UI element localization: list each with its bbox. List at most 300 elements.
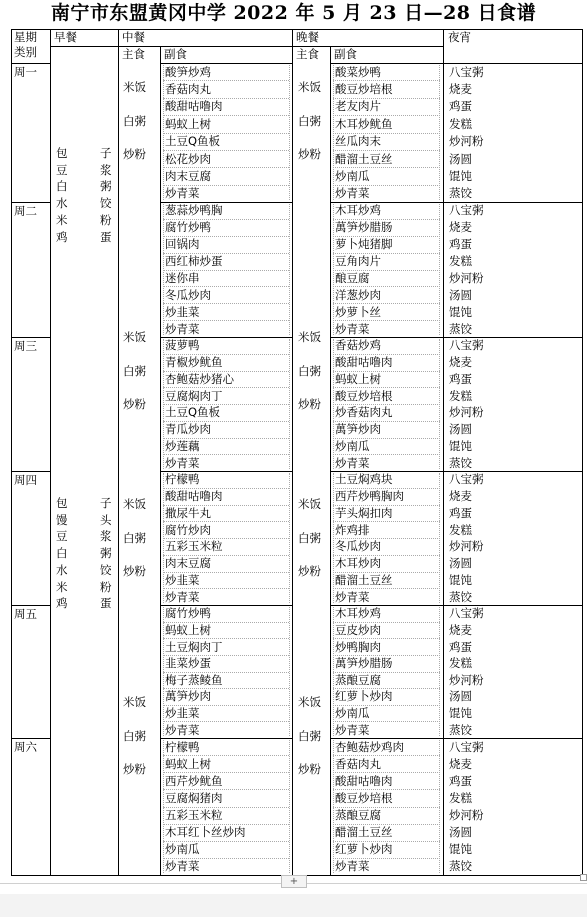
lunch-dish: 韭菜炒蛋 <box>165 656 211 671</box>
lunch-dish: 豆腐焖肉丁 <box>165 388 223 403</box>
night-snack: 炒河粉 <box>449 405 484 420</box>
cell-guide <box>163 303 289 304</box>
table-rule <box>50 46 118 47</box>
cell-guide <box>333 253 440 254</box>
dinner-staple: 米饭 <box>298 695 321 709</box>
lunch-dish: 炒莲藕 <box>165 438 200 453</box>
cell-guide <box>333 80 440 81</box>
day-label: 周六 <box>14 740 37 754</box>
night-snack: 鸡蛋 <box>449 237 472 252</box>
dinner-dish: 酸豆炒培根 <box>335 388 393 403</box>
lunch-dish: 回锅肉 <box>165 237 200 252</box>
breakfast-item: 饺 <box>100 562 112 577</box>
lunch-dish: 蚂蚁上树 <box>165 756 211 771</box>
lunch-staple: 白粥 <box>123 363 146 378</box>
cell-guide <box>439 65 440 200</box>
lunch-dish: 杏鲍菇炒猪心 <box>165 371 234 386</box>
cell-guide <box>163 404 289 405</box>
cell-guide <box>333 150 440 151</box>
lunch-dish: 青椒炒鱿鱼 <box>165 355 223 370</box>
cell-guide <box>163 150 289 151</box>
lunch-staple: 米饭 <box>123 695 146 709</box>
cell-guide <box>333 454 440 455</box>
breakfast-item: 白 <box>56 546 68 561</box>
header-dinner-staple: 主食 <box>296 47 319 61</box>
lunch-dish: 西红柿炒蛋 <box>165 254 223 269</box>
cell-guide <box>333 354 440 355</box>
night-snack: 馄饨 <box>449 438 472 453</box>
lunch-dish: 腐竹炒鸭 <box>165 220 211 235</box>
day-label: 周一 <box>14 65 37 79</box>
cell-guide <box>333 505 440 506</box>
lunch-staple: 米饭 <box>123 497 146 511</box>
day-label: 周三 <box>14 339 37 353</box>
dinner-dish: 木耳炒鸡 <box>335 606 381 621</box>
lunch-dish: 青瓜炒肉 <box>165 422 211 437</box>
dinner-dish: 香菇炒鸡 <box>335 338 381 353</box>
dinner-dish: 豆角肉片 <box>335 254 381 269</box>
dinner-dish: 萬笋炒腊肠 <box>335 220 393 235</box>
dinner-staple: 白粥 <box>298 530 321 545</box>
lunch-dish: 蚂蚁上树 <box>165 116 211 131</box>
breakfast-item: 浆 <box>100 162 112 177</box>
dinner-staple: 白粥 <box>298 728 321 743</box>
night-snack: 炒河粉 <box>449 539 484 554</box>
dinner-dish: 炒青菜 <box>335 455 370 470</box>
breakfast-item: 米 <box>56 579 68 594</box>
cell-guide <box>333 236 440 237</box>
dinner-dish: 酸菜炒鸭 <box>335 64 381 79</box>
lunch-dish: 炒青菜 <box>165 589 200 604</box>
cell-guide <box>163 841 289 842</box>
dinner-dish: 炒南瓜 <box>335 438 370 453</box>
lunch-dish: 腐竹炒鸭 <box>165 606 211 621</box>
lunch-dish: 炒青菜 <box>165 722 200 737</box>
lunch-staple: 炒粉 <box>123 397 146 411</box>
cell-guide <box>163 521 289 522</box>
day-separator <box>11 605 50 606</box>
cell-guide <box>333 772 440 773</box>
cell-guide <box>333 622 440 623</box>
cell-guide <box>163 672 289 673</box>
dinner-dish: 芋头焖扣肉 <box>335 505 393 520</box>
table-rule <box>50 29 51 875</box>
lunch-dish: 酸甜咕噜肉 <box>165 99 223 114</box>
cell-guide <box>333 789 440 790</box>
lunch-staple: 白粥 <box>123 728 146 743</box>
header-week: 星期 <box>14 30 37 44</box>
night-snack: 鸡蛋 <box>449 99 472 114</box>
dinner-dish: 丝瓜肉末 <box>335 134 381 149</box>
cell-guide <box>439 204 440 335</box>
cell-guide <box>163 387 289 388</box>
breakfast-item: 粥 <box>100 179 112 194</box>
lunch-dish: 香菇肉丸 <box>165 82 211 97</box>
lunch-dish: 酸笋炒鸡 <box>165 64 211 79</box>
cell-guide <box>333 65 334 200</box>
lunch-staple: 白粥 <box>123 530 146 545</box>
header-dinner-side: 副食 <box>334 47 357 61</box>
night-snack: 烧麦 <box>449 220 472 235</box>
header-dinner: 晚餐 <box>296 30 319 44</box>
header-breakfast: 早餐 <box>54 30 77 44</box>
lunch-dish: 炒青菜 <box>165 321 200 336</box>
breakfast-item: 水 <box>56 196 68 211</box>
cell-guide <box>163 270 289 271</box>
dinner-dish: 炒青菜 <box>335 186 370 201</box>
cell-guide <box>333 185 440 186</box>
lunch-dish: 炒青菜 <box>165 186 200 201</box>
cell-guide <box>163 421 289 422</box>
cell-guide <box>333 339 334 469</box>
cell-guide <box>163 354 289 355</box>
dinner-staple: 白粥 <box>298 363 321 378</box>
cell-guide <box>333 521 440 522</box>
cell-guide <box>333 721 440 722</box>
cell-guide <box>333 167 440 168</box>
dinner-staple: 炒粉 <box>298 762 321 776</box>
cell-guide <box>163 555 289 556</box>
lunch-staple: 炒粉 <box>123 564 146 578</box>
cell-guide <box>163 572 289 573</box>
cell-guide <box>163 638 289 639</box>
dinner-staple: 米饭 <box>298 497 321 511</box>
dinner-dish: 炒鸭胸肉 <box>335 639 381 654</box>
night-snack: 汤圆 <box>449 689 472 704</box>
cell-guide <box>163 80 289 81</box>
day-label: 周二 <box>14 204 37 218</box>
dinner-staple: 白粥 <box>298 113 321 128</box>
breakfast-item: 豆 <box>56 162 68 177</box>
cell-guide <box>163 655 289 656</box>
cell-guide <box>163 133 289 134</box>
night-snack: 蒸饺 <box>449 455 472 470</box>
day-label: 周四 <box>14 473 37 487</box>
night-snack: 烧麦 <box>449 355 472 370</box>
dinner-dish: 萬笋炒腊肠 <box>335 656 393 671</box>
cell-guide <box>163 286 289 287</box>
night-snack: 八宝粥 <box>449 472 484 487</box>
lunch-staple: 炒粉 <box>123 762 146 776</box>
night-snack: 八宝粥 <box>449 606 484 621</box>
cell-guide <box>439 339 440 469</box>
cell-guide <box>163 538 289 539</box>
night-snack: 蒸饺 <box>449 722 472 737</box>
dinner-dish: 炒青菜 <box>335 321 370 336</box>
cell-guide <box>163 772 289 773</box>
header-category: 类别 <box>14 45 37 59</box>
cell-guide <box>163 253 289 254</box>
cell-guide <box>333 807 440 808</box>
dinner-staple: 炒粉 <box>298 564 321 578</box>
breakfast-item: 包 <box>56 146 68 160</box>
breakfast-item: 白 <box>56 179 68 194</box>
cell-guide <box>163 438 289 439</box>
night-snack: 发糕 <box>449 790 472 805</box>
cell-guide <box>333 421 440 422</box>
night-snack: 馄饨 <box>449 572 472 587</box>
cell-guide <box>333 672 440 673</box>
table-rule <box>582 29 583 875</box>
cell-guide <box>333 824 440 825</box>
cell-guide <box>333 588 440 589</box>
cell-guide <box>333 404 440 405</box>
cell-guide <box>163 65 164 200</box>
cell-guide <box>439 473 440 603</box>
cell-guide <box>289 204 290 335</box>
dinner-dish: 炒香菇肉丸 <box>335 405 393 420</box>
night-snack: 八宝粥 <box>449 739 484 754</box>
lunch-staple: 米饭 <box>123 80 146 94</box>
lunch-staple: 米饭 <box>123 330 146 344</box>
cell-guide <box>163 204 164 335</box>
dinner-dish: 木耳炒鱿鱼 <box>335 116 393 131</box>
dinner-dish: 西芹炒鸭胸肉 <box>335 489 404 504</box>
cell-guide <box>333 303 440 304</box>
table-rule <box>11 63 50 64</box>
night-snack: 蒸饺 <box>449 859 472 874</box>
cell-guide <box>289 607 290 736</box>
cell-guide <box>163 705 289 706</box>
dinner-dish: 醋溜土豆丝 <box>335 825 393 840</box>
dinner-dish: 蒸酿豆腐 <box>335 808 381 823</box>
breakfast-item: 子 <box>100 496 112 510</box>
breakfast-item: 粉 <box>100 579 112 594</box>
night-snack: 烧麦 <box>449 622 472 637</box>
lunch-dish: 炒青菜 <box>165 455 200 470</box>
cell-guide <box>163 721 289 722</box>
night-snack: 炒河粉 <box>449 808 484 823</box>
dinner-dish: 洋葱炒肉 <box>335 287 381 302</box>
night-snack: 八宝粥 <box>449 203 484 218</box>
lunch-dish: 炒南瓜 <box>165 842 200 857</box>
lunch-dish: 肉末豆腐 <box>165 556 211 571</box>
dinner-dish: 红萝卜炒肉 <box>335 842 393 857</box>
night-snack: 烧麦 <box>449 489 472 504</box>
day-separator <box>11 202 50 203</box>
header-lunch: 中餐 <box>122 30 145 44</box>
cell-guide <box>333 387 440 388</box>
night-snack: 发糕 <box>449 388 472 403</box>
lunch-dish: 炒韭菜 <box>165 572 200 587</box>
dinner-staple: 炒粉 <box>298 397 321 411</box>
breakfast-item: 鸡 <box>56 596 68 611</box>
cell-guide <box>333 320 440 321</box>
cell-guide <box>333 555 440 556</box>
dinner-dish: 豆皮炒肉 <box>335 622 381 637</box>
cell-guide <box>289 740 290 873</box>
dinner-dish: 炒南瓜 <box>335 706 370 721</box>
night-snack: 发糕 <box>449 254 472 269</box>
lunch-dish: 腐竹炒肉 <box>165 522 211 537</box>
day-label: 周五 <box>14 607 37 621</box>
cell-guide <box>163 167 289 168</box>
cell-guide <box>163 115 289 116</box>
cell-guide <box>333 371 440 372</box>
day-separator <box>11 738 50 739</box>
night-snack: 汤圆 <box>449 287 472 302</box>
dinner-dish: 杏鲍菇炒鸡肉 <box>335 739 404 754</box>
dinner-dish: 萬笋炒肉 <box>335 422 381 437</box>
cell-guide <box>163 858 289 859</box>
dinner-staple: 米饭 <box>298 330 321 344</box>
dinner-staple: 米饭 <box>298 80 321 94</box>
lunch-dish: 木耳红卜丝炒肉 <box>165 825 246 840</box>
cell-guide <box>163 98 289 99</box>
night-snack: 汤圆 <box>449 151 472 166</box>
night-snack: 汤圆 <box>449 556 472 571</box>
breakfast-item: 鸡 <box>56 229 68 244</box>
cell-guide <box>333 286 440 287</box>
night-snack: 鸡蛋 <box>449 505 472 520</box>
dinner-dish: 醋溜土豆丝 <box>335 151 393 166</box>
breakfast-item: 包 <box>56 496 68 510</box>
breakfast-item: 豆 <box>56 529 68 544</box>
dinner-dish: 酸甜咕噜肉 <box>335 355 393 370</box>
lunch-staple: 炒粉 <box>123 147 146 161</box>
dinner-dish: 土豆焖鸡块 <box>335 472 393 487</box>
cell-guide <box>333 638 440 639</box>
cell-guide <box>163 807 289 808</box>
dinner-dish: 蚂蚁上树 <box>335 371 381 386</box>
cell-guide <box>333 133 440 134</box>
cell-guide <box>163 824 289 825</box>
lunch-dish: 炒青菜 <box>165 859 200 874</box>
night-snack: 汤圆 <box>449 422 472 437</box>
cell-guide <box>333 270 440 271</box>
breakfast-item: 子 <box>100 146 112 160</box>
cell-guide <box>163 588 289 589</box>
night-snack: 八宝粥 <box>449 64 484 79</box>
cell-guide <box>163 789 289 790</box>
night-snack: 馄饨 <box>449 842 472 857</box>
cell-guide <box>333 438 440 439</box>
dinner-dish: 炒南瓜 <box>335 168 370 183</box>
dinner-dish: 醋溜土豆丝 <box>335 572 393 587</box>
lunch-dish: 五彩玉米粒 <box>165 539 223 554</box>
breakfast-item: 水 <box>56 562 68 577</box>
lunch-dish: 萬笋炒肉 <box>165 689 211 704</box>
lunch-dish: 撒尿牛丸 <box>165 505 211 520</box>
dinner-dish: 木耳炒肉 <box>335 556 381 571</box>
cell-guide <box>333 841 440 842</box>
cell-guide <box>333 740 334 873</box>
night-snack: 馄饨 <box>449 304 472 319</box>
lunch-dish: 酸甜咕噜肉 <box>165 489 223 504</box>
lunch-dish: 土豆Q鱼板 <box>165 134 221 149</box>
lunch-dish: 蚂蚁上树 <box>165 622 211 637</box>
lunch-dish: 西芹炒鱿鱼 <box>165 773 223 788</box>
cell-guide <box>163 185 289 186</box>
night-snack: 发糕 <box>449 116 472 131</box>
dinner-dish: 炒青菜 <box>335 722 370 737</box>
cell-guide <box>163 454 289 455</box>
cell-guide <box>163 622 289 623</box>
header-lunch-staple: 主食 <box>122 47 145 61</box>
lunch-dish: 菠萝鸭 <box>165 338 200 353</box>
night-snack: 馄饨 <box>449 168 472 183</box>
dinner-dish: 香菇肉丸 <box>335 756 381 771</box>
cell-guide <box>333 98 440 99</box>
night-snack: 馄饨 <box>449 706 472 721</box>
cell-guide <box>333 688 440 689</box>
cell-guide <box>333 705 440 706</box>
cell-guide <box>163 740 164 873</box>
lunch-dish: 梅子蒸鲮鱼 <box>165 672 223 687</box>
cell-guide <box>333 488 440 489</box>
breakfast-item: 浆 <box>100 529 112 544</box>
cell-guide <box>163 488 289 489</box>
cell-guide <box>163 371 289 372</box>
breakfast-item: 粥 <box>100 546 112 561</box>
lunch-dish: 炒韭菜 <box>165 706 200 721</box>
night-snack: 炒河粉 <box>449 270 484 285</box>
dinner-dish: 红萝卜炒肉 <box>335 689 393 704</box>
breakfast-item: 蛋 <box>100 229 112 244</box>
night-snack: 炒河粉 <box>449 134 484 149</box>
lunch-dish: 冬瓜炒肉 <box>165 287 211 302</box>
table-rule <box>160 46 161 875</box>
breakfast-item: 蛋 <box>100 596 112 611</box>
dinner-staple: 炒粉 <box>298 147 321 161</box>
night-snack: 烧麦 <box>449 756 472 771</box>
dinner-dish: 酸甜咕噜肉 <box>335 773 393 788</box>
dinner-dish: 冬瓜炒肉 <box>335 539 381 554</box>
lunch-dish: 柠檬鸭 <box>165 472 200 487</box>
lunch-dish: 五彩玉米粒 <box>165 808 223 823</box>
cell-guide <box>163 607 164 736</box>
dinner-dish: 炒青菜 <box>335 859 370 874</box>
lunch-dish: 松花炒肉 <box>165 151 211 166</box>
lunch-dish: 豆腐焖猪肉 <box>165 790 223 805</box>
cell-guide <box>333 607 334 736</box>
dinner-dish: 萝卜炖猪脚 <box>335 237 393 252</box>
night-snack: 炒河粉 <box>449 672 484 687</box>
add-row-button[interactable]: + <box>281 875 307 888</box>
breakfast-item: 馒 <box>56 512 68 527</box>
table-rule <box>118 29 119 875</box>
cell-guide <box>333 655 440 656</box>
night-snack: 蒸饺 <box>449 186 472 201</box>
cell-guide <box>163 236 289 237</box>
breakfast-item: 饺 <box>100 196 112 211</box>
header-night: 夜宵 <box>448 30 471 44</box>
lunch-dish: 土豆焖肉丁 <box>165 639 223 654</box>
lunch-dish: 葱蒜炒鸭胸 <box>165 203 223 218</box>
lunch-dish: 肉末豆腐 <box>165 168 211 183</box>
cell-guide <box>333 755 440 756</box>
night-snack: 发糕 <box>449 522 472 537</box>
night-snack: 鸡蛋 <box>449 371 472 386</box>
night-snack: 烧麦 <box>449 82 472 97</box>
lunch-dish: 迷你串 <box>165 270 200 285</box>
lunch-staple: 白粥 <box>123 113 146 128</box>
cell-guide <box>333 538 440 539</box>
cell-guide <box>333 858 440 859</box>
dinner-dish: 老友肉片 <box>335 99 381 114</box>
night-snack: 鸡蛋 <box>449 773 472 788</box>
dinner-dish: 酿豆腐 <box>335 270 370 285</box>
page-gap <box>0 894 587 917</box>
resize-handle[interactable] <box>580 874 587 881</box>
dinner-dish: 炸鸡排 <box>335 522 370 537</box>
cell-guide <box>333 219 440 220</box>
cell-guide <box>163 320 289 321</box>
breakfast-item: 粉 <box>100 212 112 227</box>
lunch-dish: 炒韭菜 <box>165 304 200 319</box>
dinner-dish: 酸豆炒培根 <box>335 82 393 97</box>
dinner-dish: 酸豆炒培根 <box>335 790 393 805</box>
